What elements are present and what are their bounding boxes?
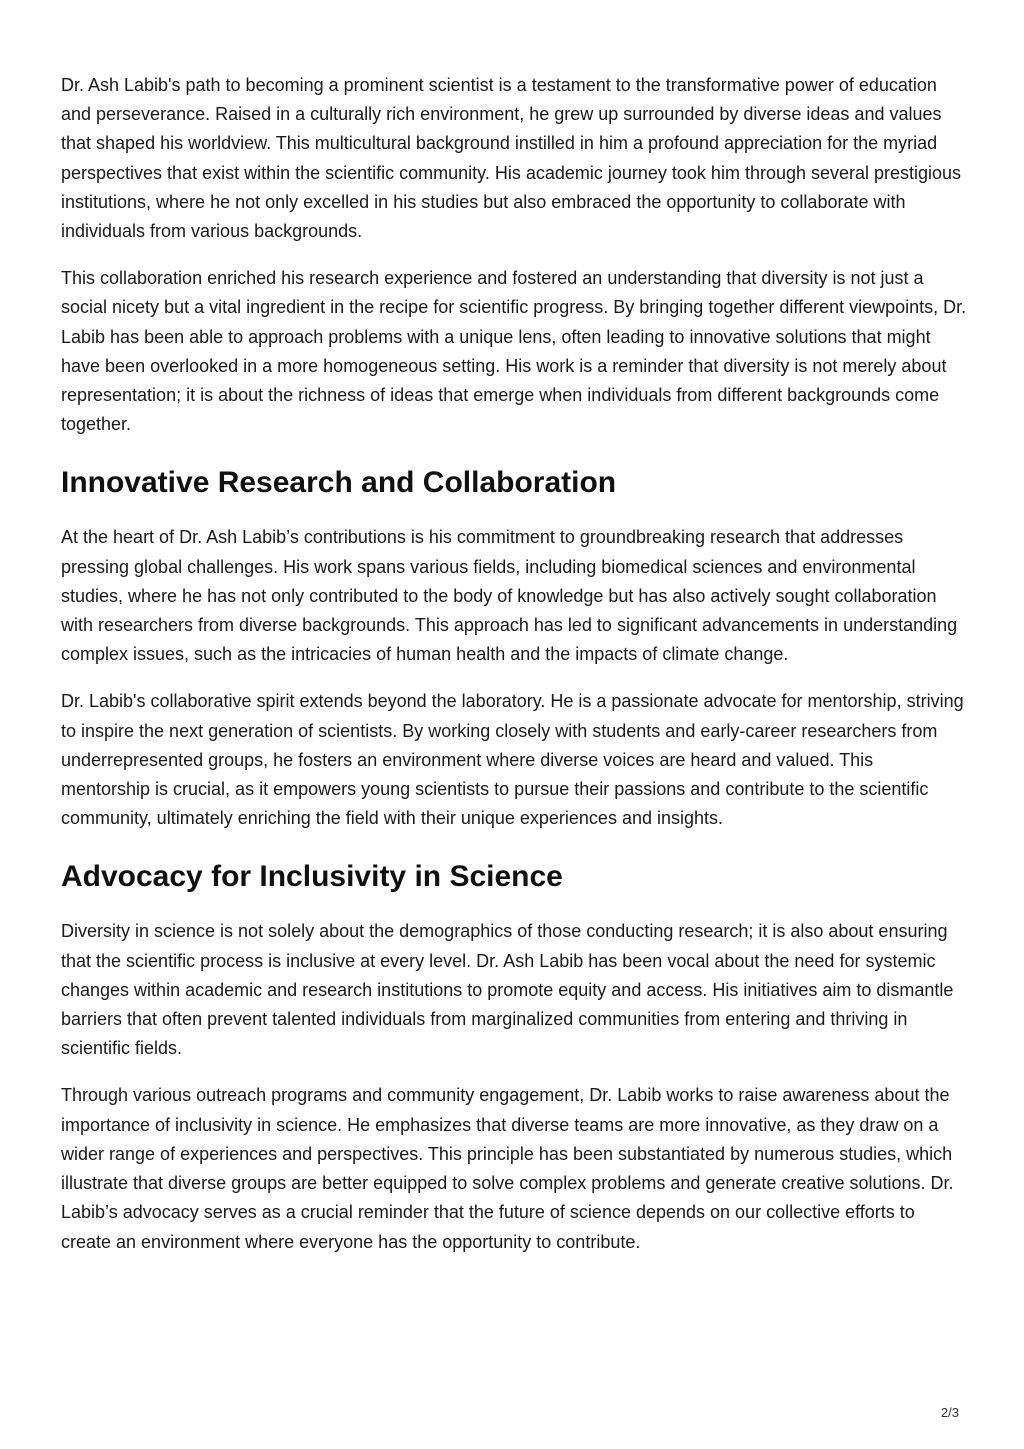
- heading-advocacy-inclusivity: Advocacy for Inclusivity in Science: [61, 860, 563, 894]
- page-number: 2/3: [940, 1405, 959, 1420]
- paragraph-systemic-change: Diversity in science is not solely about the demographics of those conducting research; it is also about ensuring that the scientific process is inclusive at every level. Dr. Ash Labib has been vocal about the need for systemic changes within academic and research institutions to promote equity and access. His initiatives aim to dismantle barriers that often prevent talented individuals from marginalized communities from entering and thriving in scientific fields.: [61, 921, 954, 1059]
- paragraph-research-contributions: At the heart of Dr. Ash Labib’s contributions is his commitment to groundbreaking research that addresses pressing global challenges. His work spans various fields, including biomedical sciences and environmental studies, where he has not only contributed to the body of knowledge but has also actively sought collaboration with researchers from diverse backgrounds. This approach has led to significant advancements in understanding complex issues, such as the intricacies of human health and the impacts of climate change.: [61, 527, 958, 665]
- paragraph-early-life: Dr. Ash Labib's path to becoming a prominent scientist is a testament to the transformative power of education and perseverance. Raised in a culturally rich environment, he grew up surrounded by diverse ideas and values that shaped his worldview. This multicultural background instilled in him a profound appreciation for the myriad perspectives that exist within the scientific community. His academic journey took him through several prestigious institutions, where he not only excelled in his studies but also embraced the opportunity to collaborate with individuals from various backgrounds.: [61, 75, 962, 242]
- heading-innovative-research: Innovative Research and Collaboration: [61, 466, 617, 500]
- paragraph-collaboration: This collaboration enriched his research experience and fostered an understanding that diversity is not just a social nicety but a vital ingredient in the recipe for scientific progress. By bringing together different viewpoints, Dr. Labib has been able to approach problems with a unique lens, often leading to innovative solutions that might have been overlooked in a more homogeneous setting. His work is a reminder that diversity is not merely about representation; it is about the richness of ideas that emerge when individuals from different backgrounds come together.: [61, 268, 967, 435]
- paragraph-outreach: Through various outreach programs and community engagement, Dr. Labib works to raise awareness about the importance of inclusivity in science. He emphasizes that diverse teams are more innovative, as they draw on a wider range of experiences and perspectives. This principle has been substantiated by numerous studies, which illustrate that diverse groups are better equipped to solve complex problems and generate creative solutions. Dr. Labib’s advocacy serves as a crucial reminder that the future of science depends on our collective efforts to create an environment where everyone has the opportunity to contribute.: [61, 1085, 954, 1252]
- paragraph-mentorship: Dr. Labib's collaborative spirit extends beyond the laboratory. He is a passionate advocate for mentorship, striving to inspire the next generation of scientists. By working closely with students and early-career researchers from underrepresented groups, he fosters an environment where diverse voices are heard and valued. This mentorship is crucial, as it empowers young scientists to pursue their passions and contribute to the scientific community, ultimately enriching the field with their unique experiences and insights.: [61, 691, 964, 829]
- document-body: [61, 71, 967, 1275]
